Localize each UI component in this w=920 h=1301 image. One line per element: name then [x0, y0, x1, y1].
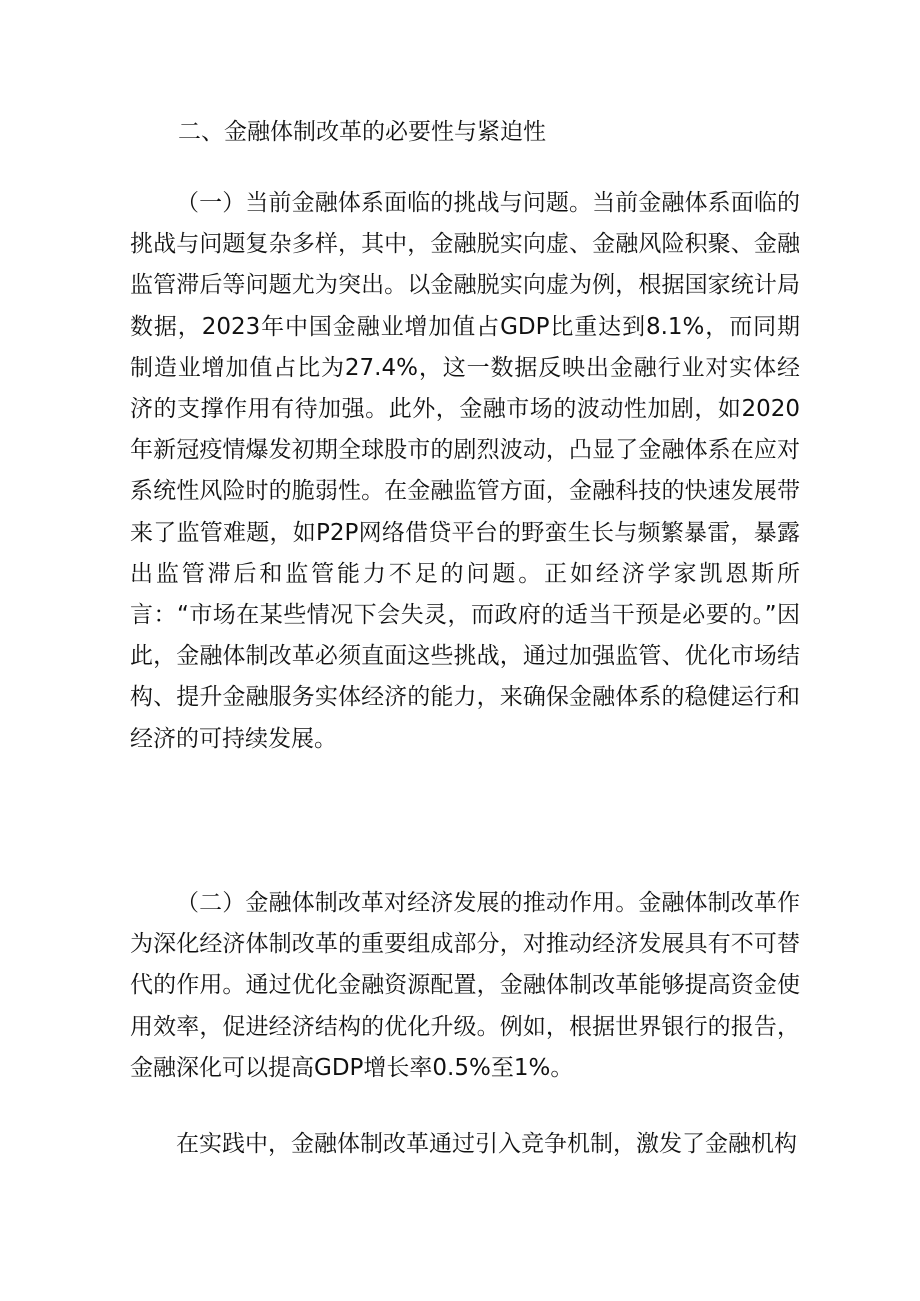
paragraph-practice: 在实践中，金融体制改革通过引入竞争机制，激发了金融机构	[176, 1131, 797, 1157]
paragraph-challenges: （一）当前金融体系面临的挑战与问题。当前金融体系面临的挑战与问题复杂多样，其中，金融脱实向虚、金融风险积聚、金融监管滞后等问题尤为突出。以金融脱实向虚为例，根据国家统计局数据，2023年中国金融业增加值占GDP比重达到8.1%，而同期制造业增加值占比为27.4%，这一数据反映出金融行业对实体经济的支撑作用有待加强。此外，金融市场的波动性加剧，如2020年新冠疫情爆发初期全球股市的剧烈波动，凸显了金融体系在应对系统性风险时的脆弱性。在金融监管方面，金融科技的快速发展带来了监管难题，如P2P网络借贷平台的野蛮生长与频繁暴雷，暴露出监管滞后和监管能力不足的问题。正如经济学家凯恩斯所言：“市场在某些情况下会失灵，而政府的适当干预是必要的。”因此，金融体制改革必须直面这些挑战，通过加强监管、优化市场结构、提升金融服务实体经济的能力，来确保金融体系的稳健运行和经济的可持续发展。	[130, 190, 800, 752]
paragraph-reform-impact: （二）金融体制改革对经济发展的推动作用。金融体制改革作为深化经济体制改革的重要组成部分，对推动经济发展具有不可替代的作用。通过优化金融资源配置，金融体制改革能够提高资金使用效率，促进经济结构的优化升级。例如，根据世界银行的报告，金融深化可以提高GDP增长率0.5%至1%。	[130, 890, 800, 1081]
section-heading: 二、金融体制改革的必要性与紧迫性	[178, 119, 546, 145]
